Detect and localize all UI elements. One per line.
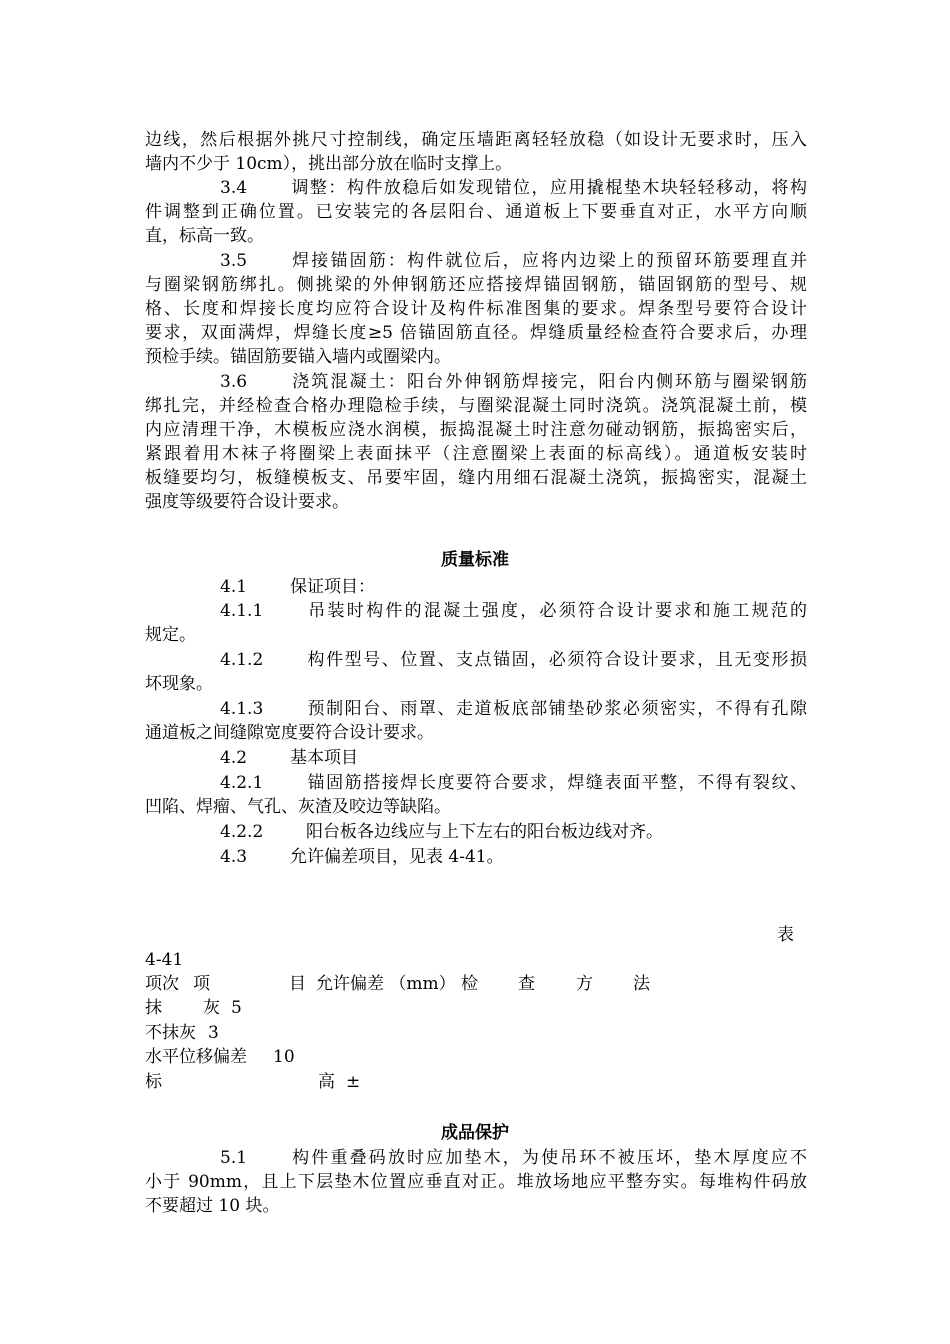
header-cell-method-d: 法 [633,974,650,994]
paragraph-line: 格、长度和焊接长度均应符合设计及构件标准图集的要求。焊条型号要符合设计 [145,299,807,319]
clause-text: 锚固筋搭接焊长度要符合要求，焊缝表面平整，不得有裂纹、 [306,773,807,793]
table-cell: 水平位移偏差 [145,1047,247,1067]
paragraph-line: 与圈梁钢筋绑扎。侧挑梁的外伸钢筋还应搭接焊锚固钢筋，锚固钢筋的型号、规 [145,275,807,295]
header-cell-index: 项次 [145,974,179,994]
clause-text: 焊接锚固筋：构件就位后，应将内边梁上的预留环筋要理直并 [290,251,807,271]
paragraph-line: 通道板之间缝隙宽度要符合设计要求。 [145,723,434,743]
table-cell: 抹 [145,998,162,1018]
clause-text: 浇筑混凝土：阳台外伸钢筋焊接完，阳台内侧环筋与圈梁钢筋 [290,372,807,392]
clause-text: 构件重叠码放时应加垫木，为使吊环不被压坏，垫木厚度应不 [290,1148,807,1168]
paragraph-line: 预检手续。锚固筋要锚入墙内或圈梁内。 [145,347,451,367]
clause-3-4 [220,176,807,200]
clause-number: 4.1 [220,577,248,597]
clause-text: 调整：构件放稳后如发现错位，应用撬棍垫木块轻轻移动，将构 [290,178,807,198]
table-cell: 10 [273,1047,295,1067]
clause-4-2 [220,746,358,770]
clause-4-2-1 [220,771,807,795]
clause-4-1 [220,575,375,599]
table-cell: 高 [318,1072,335,1092]
paragraph-line: 强度等级要符合设计要求。 [145,492,349,512]
paragraph-line: 板缝要均匀，板缝模板支、吊要牢固，缝内用细石混凝土浇筑，振捣密实，混凝土 [145,468,807,488]
clause-5-1 [220,1146,807,1170]
paragraph-line: 边线，然后根据外挑尺寸控制线，确定压墙距离轻轻放稳（如设计无要求时，压入 [145,130,807,150]
table-cell: ± [346,1072,361,1092]
clause-4-1-2 [220,648,807,672]
paragraph-line: 绑扎完，并经检查合格办理隐检手续，与圈梁混凝土同时浇筑。浇筑混凝土前，模 [145,396,807,416]
header-cell-tolerance: 允许偏差 （mm） [316,974,456,994]
clause-text: 阳台板各边线应与上下左右的阳台板边线对齐。 [306,822,663,842]
paragraph-line: 件调整到正确位置。已安装完的各层阳台、通道板上下要垂直对正，水平方向顺 [145,202,807,222]
clause-number: 3.6 [220,372,248,392]
clause-number: 3.5 [220,251,248,271]
paragraph-line: 规定。 [145,625,196,645]
clause-number: 5.1 [220,1148,248,1168]
clause-number: 4.1.3 [220,699,264,719]
table-cell: 3 [208,1023,219,1043]
clause-number: 4.1.2 [220,650,264,670]
clause-3-6 [220,370,807,394]
clause-text: 基本项目 [290,748,358,768]
table-cell: 标 [145,1072,162,1092]
table-caption: 表 [777,925,794,945]
clause-number: 4.3 [220,847,248,867]
clause-text: 构件型号、位置、支点锚固，必须符合设计要求，且无变形损 [306,650,807,670]
clause-number: 4.1.1 [220,601,264,621]
clause-4-2-2 [220,820,663,844]
header-cell-method-c: 方 [576,974,593,994]
table-cell: 不抹灰 [145,1023,196,1043]
clause-number: 3.4 [220,178,248,198]
paragraph-line: 小于 90mm，且上下层垫木位置应垂直对正。堆放场地应平整夯实。每堆构件码放 [145,1172,807,1192]
clause-3-5 [220,249,807,273]
table-cell: 5 [231,998,242,1018]
paragraph-line: 凹陷、焊瘤、气孔、灰渣及咬边等缺陷。 [145,797,451,817]
section-heading-quality: 质量标准 [441,550,509,570]
clause-number: 4.2.1 [220,773,264,793]
table-caption-number: 4-41 [145,950,184,970]
clause-4-1-3 [220,697,807,721]
header-cell-method-b: 查 [518,974,535,994]
paragraph-line: 紧跟着用木袜子将圈梁上表面抹平（注意圈梁上表面的标高线）。通道板安装时 [145,444,807,464]
paragraph-line: 要求，双面满焊，焊缝长度≥5 倍锚固筋直径。焊缝质量经检查符合要求后，办理 [145,323,807,343]
clause-text: 允许偏差项目，见表 4-41。 [290,847,504,867]
clause-text: 预制阳台、雨罩、走道板底部铺垫砂浆必须密实，不得有孔隙 [306,699,807,719]
header-cell-item-b: 目 [289,974,306,994]
clause-number: 4.2.2 [220,822,264,842]
clause-text: 保证项目： [290,577,375,597]
paragraph-line: 不要超过 10 块。 [145,1196,280,1216]
clause-4-1-1 [220,599,807,623]
header-cell-item-a: 项 [193,974,210,994]
clause-4-3 [220,845,504,869]
clause-number: 4.2 [220,748,248,768]
table-cell: 灰 [203,998,220,1018]
paragraph-line: 坏现象。 [145,674,213,694]
header-cell-method-a: 检 [461,974,478,994]
paragraph-line: 直，标高一致。 [145,226,264,246]
clause-text: 吊装时构件的混凝土强度，必须符合设计要求和施工规范的 [306,601,807,621]
section-heading-protection: 成品保护 [441,1123,509,1143]
paragraph-line: 内应清理干净，木模板应浇水润模，振捣混凝土时注意勿碰动钢筋，振捣密实后， [145,420,807,440]
paragraph-line: 墙内不少于 10cm），挑出部分放在临时支撑上。 [145,154,513,174]
